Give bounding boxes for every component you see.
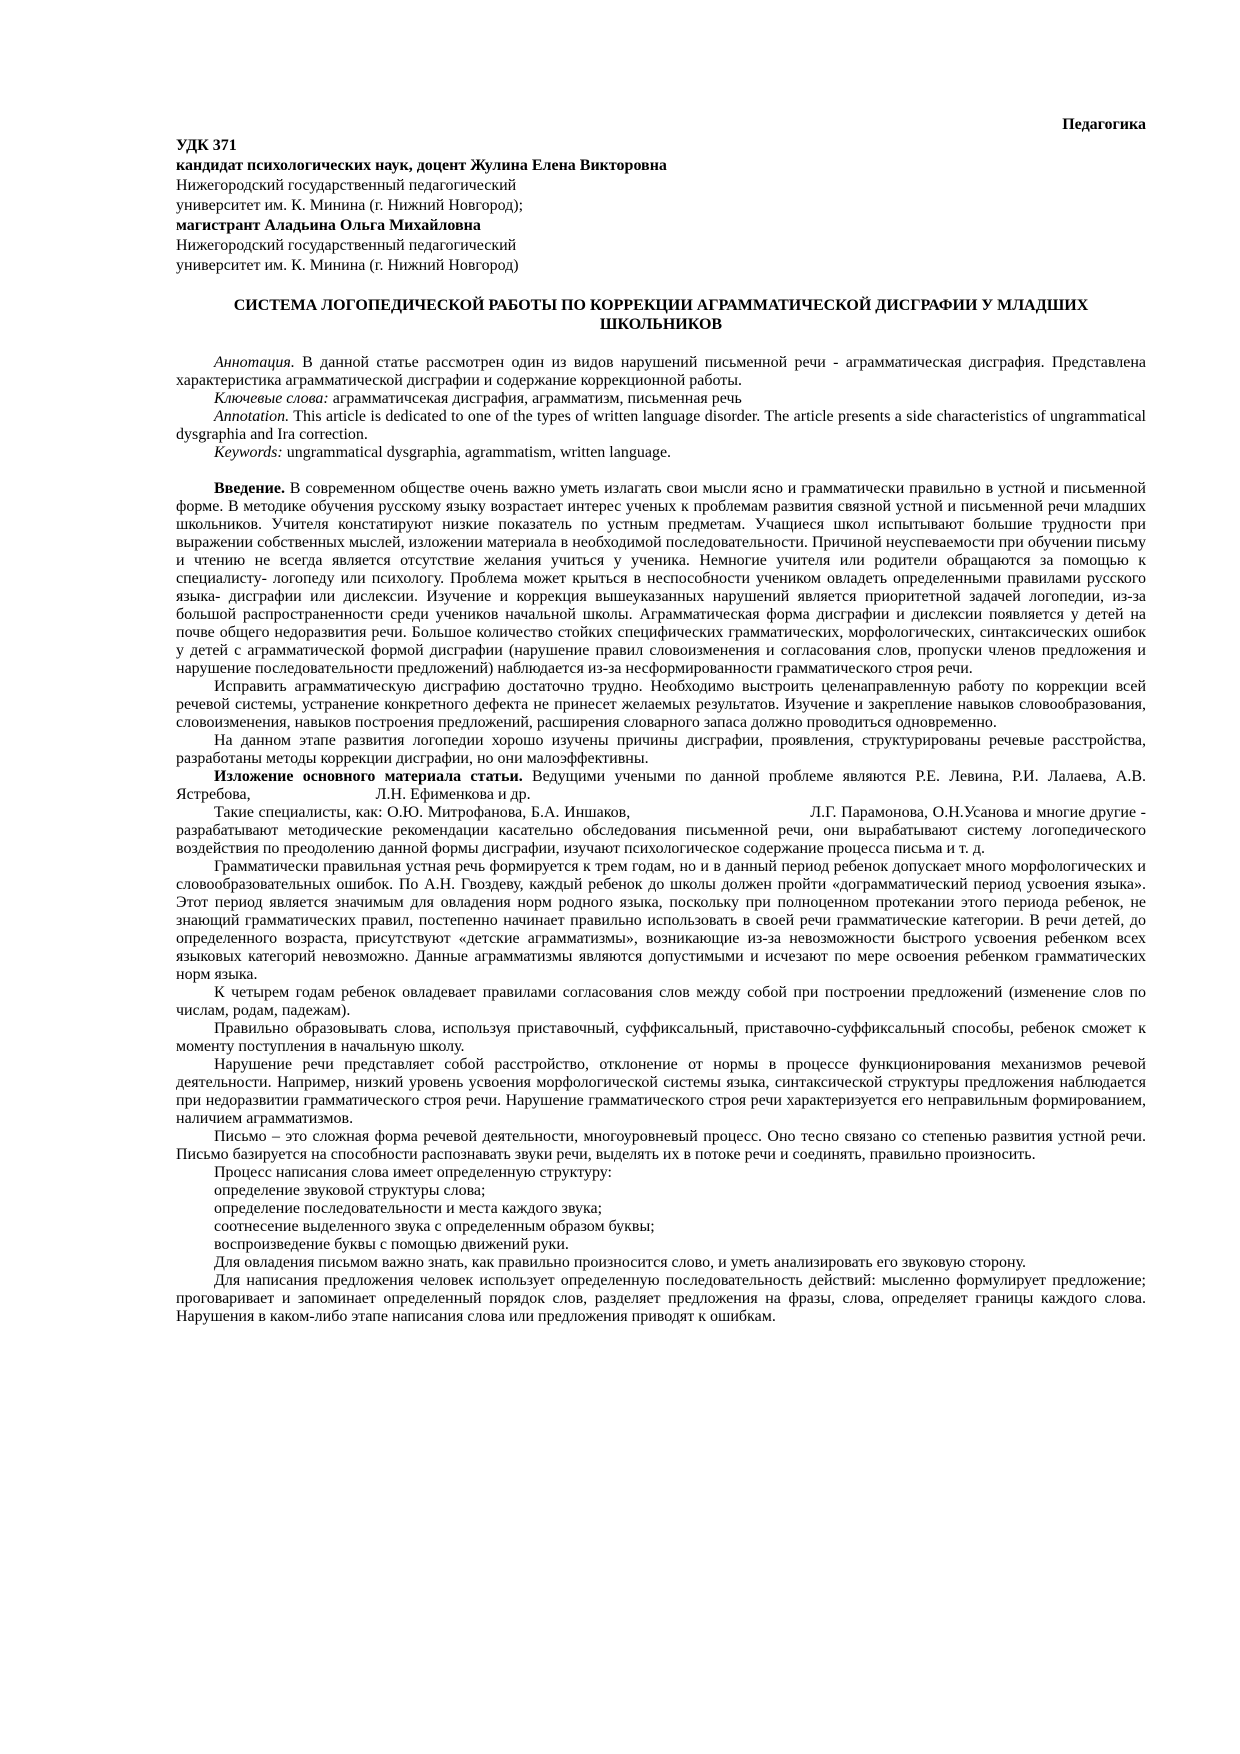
list-item: определение звуковой структуры слова;	[214, 1182, 486, 1199]
paragraph: Исправить аграмматическую дисграфию достаточно трудно. Необходимо выстроить целенаправленную работу по коррекции всей речевой системы, устранение конкретного дефекта не принесет желаемых результатов. Изучение и закрепление навыков словообразования, словоизменения, навыков построения предложений, расширения словарного запаса должно проводиться одновременно.	[176, 678, 1146, 731]
paragraph: Нарушение речи представляет собой расстройство, отклонение от нормы в процессе функционирования механизмов речевой деятельности. Например, низкий уровень усвоения морфологической системы языка, синтаксической структуры предложения наблюдается при недоразвитии грамматического строя речи. Нарушение грамматического строя речи характеризуется его неправильным формированием, наличием аграмматизмов.	[176, 1056, 1146, 1127]
abstract-en	[176, 408, 1146, 444]
udk: УДК 371	[176, 137, 237, 154]
text: Л.Г. Парамонова, О.Н.Усанова и многие другие - разрабатывают методические рекомендации касательно обследования письменной речи, они вырабатывают систему логопедического воздействия по преодолению данной формы дисграфии, изучают психологическое содержание процесса письма и т. д.	[176, 804, 1146, 857]
rubric: Педагогика	[1062, 116, 1146, 133]
paragraph: К четырем годам ребенок овладевает правилами согласования слов между собой при построении предложений (изменение слов по числам, родам, падежам).	[176, 984, 1146, 1019]
list-item: определение последовательности и места каждого звука;	[214, 1200, 603, 1217]
label: Аннотация.	[214, 354, 295, 371]
steps-list	[176, 1164, 1146, 1254]
author-affiliation: Нижегородский государственный педагогический	[176, 177, 517, 194]
paragraph: Для написания предложения человек использует определенную последовательность действий: мысленно формулирует предложение; проговаривает и запоминает определенный порядок слов, разделяет предложения на фразы, слова, определяет границы каждого слова. Нарушения в каком-либо этапе написания слова или предложения приводят к ошибкам.	[176, 1272, 1146, 1325]
paragraph: Для овладения письмом важно знать, как правильно произносится слово, и уметь анализировать его звуковую сторону.	[214, 1254, 1026, 1271]
text: Ведущими учеными по данной проблеме являются Р.Е. Левина, Р.И. Лалаева, А.В. Ястребова,	[176, 768, 1147, 803]
list-item: воспроизведение буквы с помощью движений руки.	[214, 1236, 569, 1253]
article-title: СИСТЕМА ЛОГОПЕДИЧЕСКОЙ РАБОТЫ ПО КОРРЕКЦИИ АГРАММАТИЧЕСКОЙ ДИСГРАФИИ У МЛАДШИХ ШКОЛЬНИКОВ	[233, 297, 1089, 333]
document-page	[176, 116, 1146, 1326]
paragraph	[176, 804, 1146, 858]
author-name: кандидат психологических наук, доцент Жулина Елена Викторовна	[176, 157, 667, 174]
author-affiliation: университет им. К. Минина (г. Нижний Новгород);	[176, 197, 524, 214]
lead: Изложение основного материала статьи.	[214, 768, 523, 785]
text: This article is dedicated to one of the types of written language disorder. The article presents a side characteristics of ungrammatical dysgraphia and Ira correction.	[176, 408, 1146, 443]
paragraph-main	[176, 768, 1146, 804]
article-meta	[176, 136, 1146, 276]
label: Ключевые слова:	[214, 390, 329, 407]
text: В данной статье рассмотрен один из видов нарушений письменной речи - аграмматическая дисграфия. Представлена характеристика аграмматической дисграфии и содержание коррекционной работы.	[176, 354, 1146, 389]
paragraph: Процесс написания слова имеет определенную структуру:	[214, 1164, 612, 1181]
paragraph-intro	[176, 480, 1146, 678]
label: Annotation.	[214, 408, 290, 425]
keywords-ru	[176, 390, 1146, 408]
lead: Введение.	[214, 480, 285, 497]
label: Keywords:	[214, 444, 283, 461]
paragraph: Грамматически правильная устная речь формируется к трем годам, но и в данный период ребенок допускает много морфологических и словообразовательных ошибок. По А.Н. Гвоздеву, каждый ребенок до школы должен пройти «дограмматический период усвоения языка». Этот период является значимым для овладения норм родного языка, поскольку при полноценном протекании этого периода ребенок, не знающий грамматических правил, постепенно начинает правильно использовать в своей речи грамматические категории. В речи детей, до определенного возраста, присутствуют «детские аграмматизмы», возникающие из-за невозможности быстрого усвоения ребенком всех языковых категорий невозможно. Данные аграмматизмы являются допустимыми и исчезают по мере освоения ребенком грамматических норм языка.	[176, 858, 1146, 983]
list-item: соотнесение выделенного звука с определенным образом буквы;	[214, 1218, 655, 1235]
paragraph: Письмо – это сложная форма речевой деятельности, многоуровневый процесс. Оно тесно связано со степенью развития устной речи. Письмо базируется на способности распознавать звуки речи, выделять их в потоке речи и соединять, правильно произносить.	[176, 1128, 1146, 1163]
author-name: магистрант Аладьина Ольга Михайловна	[176, 217, 481, 234]
author-affiliation: университет им. К. Минина (г. Нижний Новгород)	[176, 257, 519, 274]
text: ungrammatical dysgraphia, agrammatism, written language.	[282, 444, 672, 461]
text: В современном обществе очень важно уметь излагать свои мысли ясно и грамматически правильно в устной и письменной форме. В методике обучения русскому языку возрастает интерес ученых к проблемам развития связной устной и письменной речи младших школьников. Учителя констатируют низкие показатель по устным предметам. Учащиеся школ испытывают большие трудности при выражении собственных мыслей, изложении материала в необходимой последовательности. Причиной неуспеваемости при обучении письму и чтению не всегда является отсутствие желания учиться у ученика. Немногие учителя или родители обращаются за помощью к специалисту- логопеду или психологу. Проблема может крыться в неспособности учеником овладеть определенными правилами русского языка- дисграфии или дислексии. Изучение и коррекция вышеуказанных нарушений является приоритетной задачей логопедии, из-за большой распространенности среди учеников начальной школы. Аграмматическая форма дисграфии и дислексии появляется у детей на почве общего недоразвития речи. Большое количество стойких специфических грамматических, морфологических, синтаксических ошибок у детей с аграмматической формой дисграфии (нарушение правил словоизменения и согласования слов, пропуски членов предложения и нарушение последовательности предложений) наблюдается из-за несформированности грамматического строя речи.	[176, 480, 1146, 677]
paragraph: На данном этапе развития логопедии хорошо изучены причины дисграфии, проявления, структурированы речевые расстройства, разработаны методы коррекции дисграфии, но они малоэффективны.	[176, 732, 1146, 767]
author-affiliation: Нижегородский государственный педагогический	[176, 237, 517, 254]
abstract-ru	[176, 354, 1146, 390]
text: Л.Н. Ефименкова и др.	[375, 786, 531, 803]
text: аграмматичсекая дисграфия, аграмматизм, письменная речь	[328, 390, 742, 407]
paragraph: Правильно образовывать слова, используя приставочный, суффиксальный, приставочно-суффиксальный способы, ребенок сможет к моменту поступления в начальную школу.	[176, 1020, 1146, 1055]
keywords-en	[176, 444, 1146, 462]
text: Такие специалисты, как: О.Ю. Митрофанова, Б.А. Иншаков,	[214, 804, 631, 821]
